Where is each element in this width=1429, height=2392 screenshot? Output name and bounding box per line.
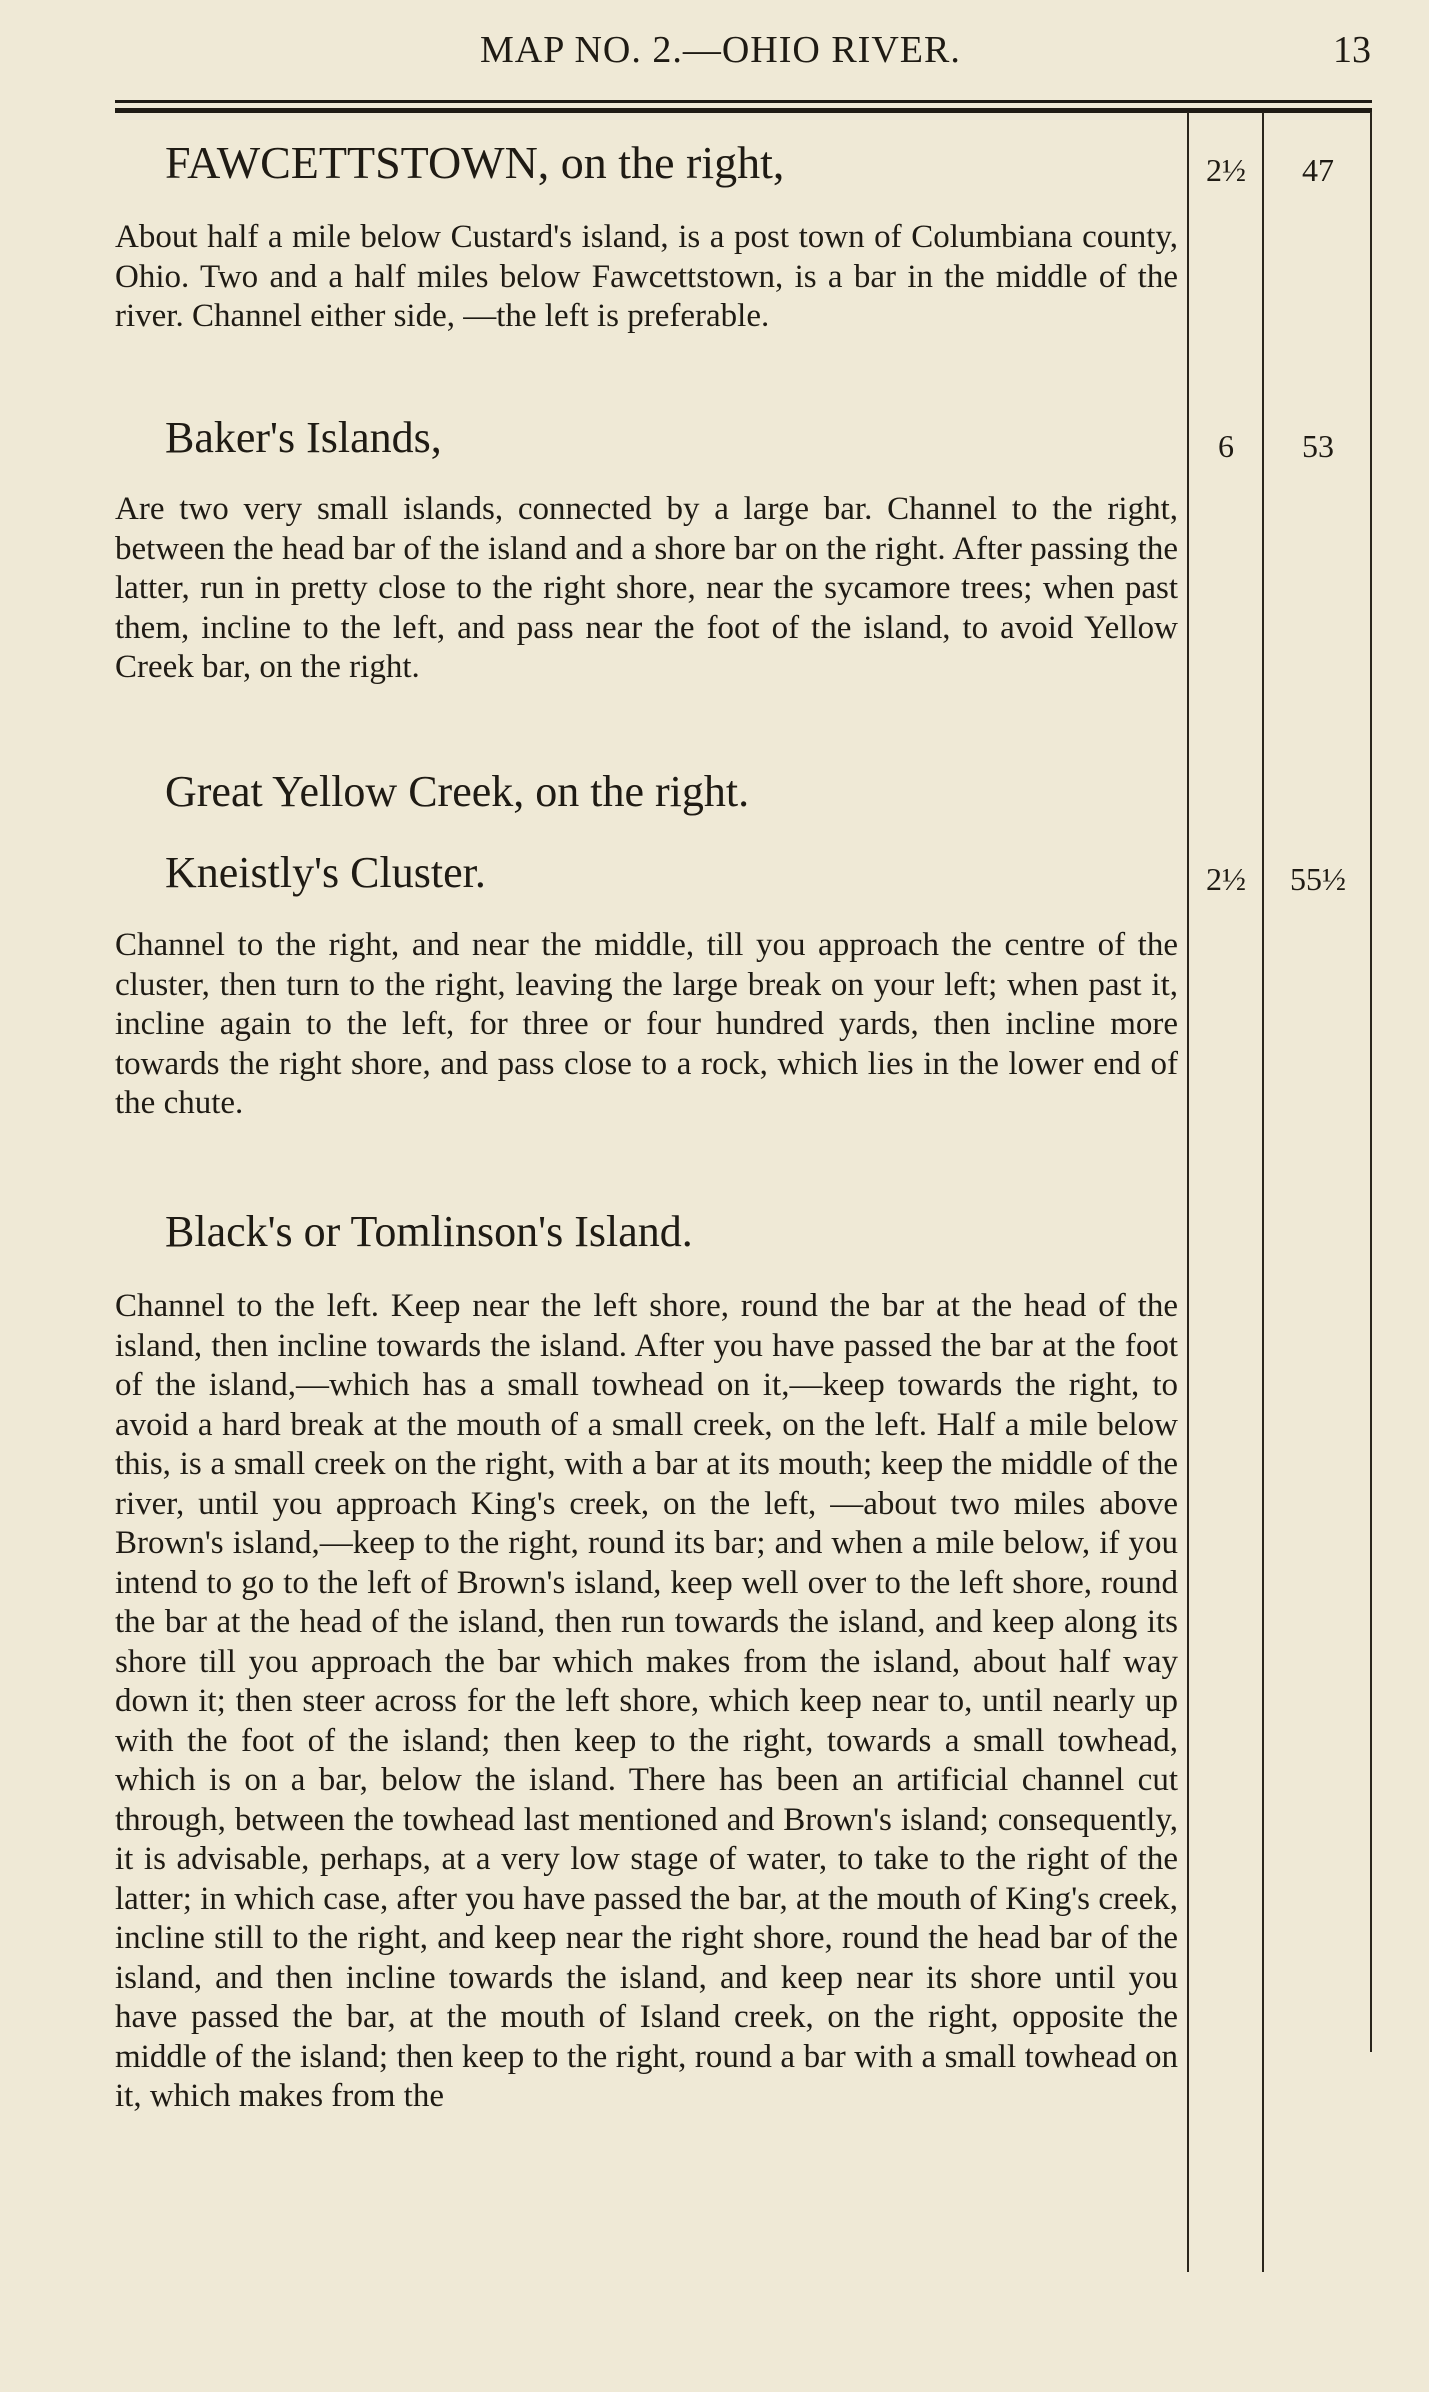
entry-heading-great-yellow-creek: Great Yellow Creek, on the right. — [165, 767, 750, 816]
column-rule-right — [1370, 112, 1372, 2052]
header-rule-thin — [115, 100, 1372, 103]
running-title: MAP NO. 2.—OHIO RIVER. — [480, 29, 961, 71]
entry-text-kneistlys-cluster: Channel to the right, and near the middle, till you approach the centre of the cluster, then turn to the right, leaving the large break on your left; when past it, incline again to the left, for three or four hundred yards, then incline more towards the right shore, and pass close to a rock, which lies in the lower end of the chute. — [115, 927, 1178, 1121]
entry-text-bakers-islands: Are two very small islands, connected by a large bar. Channel to the right, between the head bar of the island and a shore bar on the right. After passing the latter, run in pretty close to the right shore, near the sycamore trees; when past them, incline to the left, and pass near the foot of the island, to avoid Yellow Creek bar, on the right. — [115, 491, 1178, 685]
entry-distance-bakers-islands: 6 — [1218, 428, 1234, 464]
entry-heading-fawcettstown: FAWCETTSTOWN, on the right, — [165, 137, 785, 188]
column-rule-middle — [1262, 112, 1264, 2272]
entry-text-blacks-island: Channel to the left. Keep near the left shore, round the bar at the head of the island, then incline towards the island. After you have passed the bar at the foot of the island,—which has a small towhead on it,—keep towards the right, to avoid a hard break at the mouth of a small creek, on the left. Half a mile below this, is a small creek on the right, with a bar at its mouth; keep the middle of the river, until you approach King's creek, on the left, —about two miles above Brown's island,—keep to the right, round its bar; and when a mile below, if you intend to go to the left of Brown's island, keep well over to the left shore, round the bar at the head of the island, then run towards the island, and keep along its shore till you approach the bar which makes from the island, about half way down it; then steer across for the left shore, which keep near to, until nearly up with the foot of the island; then keep to the right, towards a small towhead, which is on a bar, below the island. There has been an artificial channel cut through, between the towhead last mentioned and Brown's island; consequently, it is advisable, perhaps, at a very low stage of water, to take to the right of the latter; in which case, after you have passed the bar, at the mouth of King's creek, incline still to the right, and keep near the right shore, round the head bar of the island, and then incline towards the island, and keep near its shore until you have passed the bar, at the mouth of Island creek, on the right, opposite the middle of the island; then keep to the right, round a bar with a small towhead on it, which makes from the — [115, 1288, 1178, 2114]
column-rule-left — [1187, 112, 1189, 2272]
entry-heading-kneistlys-cluster: Kneistly's Cluster. — [165, 848, 486, 897]
running-header — [0, 22, 1429, 82]
entry-total-fawcettstown: 47 — [1302, 152, 1334, 188]
entry-total-bakers-islands: 53 — [1302, 428, 1334, 464]
entry-distance-fawcettstown: 2½ — [1206, 152, 1246, 188]
entry-distance-kneistlys-cluster: 2½ — [1206, 861, 1246, 897]
page-number: 13 — [1333, 29, 1371, 71]
header-rule-thick — [115, 108, 1372, 113]
entry-heading-blacks-island: Black's or Tomlinson's Island. — [165, 1207, 693, 1256]
entry-text-fawcettstown: About half a mile below Custard's island, is a post town of Columbiana county, Ohio. Two and a half miles below Fawcettstown, is a bar in the middle of the river. Channel either side, —the left is preferable. — [115, 219, 1178, 334]
entry-total-kneistlys-cluster: 55½ — [1290, 861, 1346, 897]
entry-heading-bakers-islands: Baker's Islands, — [165, 413, 442, 462]
